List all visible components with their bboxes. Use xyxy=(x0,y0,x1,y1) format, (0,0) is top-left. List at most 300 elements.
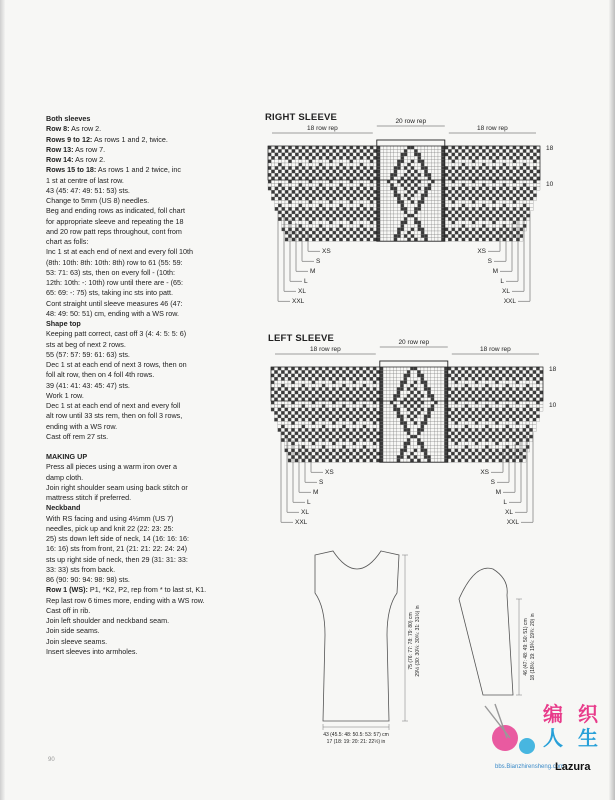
chart-cell xyxy=(421,166,424,169)
chart-cell xyxy=(458,224,461,227)
chart-cell xyxy=(469,211,472,214)
chart-cell xyxy=(438,228,441,231)
chart-cell xyxy=(438,207,441,210)
chart-cell xyxy=(455,156,458,159)
chart-cell xyxy=(451,367,454,370)
chart-cell xyxy=(530,204,533,207)
chart-cell xyxy=(451,374,454,377)
chart-cell xyxy=(492,183,495,186)
chart-cell xyxy=(540,404,543,407)
chart-cell xyxy=(316,197,319,200)
chart-cell xyxy=(502,381,505,384)
chart-cell xyxy=(299,234,302,237)
chart-cell xyxy=(366,428,369,431)
chart-cell xyxy=(380,394,383,397)
chart-cell xyxy=(353,391,356,394)
chart-cell xyxy=(353,228,356,231)
chart-cell xyxy=(312,449,315,452)
chart-cell xyxy=(274,401,277,404)
chart-cell xyxy=(468,445,471,448)
chart-cell xyxy=(370,432,373,435)
chart-cell xyxy=(397,197,400,200)
chart-cell xyxy=(336,234,339,237)
chart-cell xyxy=(380,442,383,445)
instruction-line: Row 8: As row 2. xyxy=(46,124,102,134)
chart-cell xyxy=(516,415,519,418)
chart-cell xyxy=(393,428,396,431)
chart-cell xyxy=(360,187,363,190)
chart-cell xyxy=(513,238,516,241)
chart-cell xyxy=(366,374,369,377)
chart-cell xyxy=(281,394,284,397)
chart-cell xyxy=(417,404,420,407)
chart-cell xyxy=(387,367,390,370)
chart-cell xyxy=(387,377,390,380)
chart-cell xyxy=(407,194,410,197)
chart-cell xyxy=(499,432,502,435)
chart-cell xyxy=(407,177,410,180)
chart-cell xyxy=(448,391,451,394)
chart-cell xyxy=(380,153,383,156)
chart-cell xyxy=(322,452,325,455)
chart-cell xyxy=(390,197,393,200)
chart-cell xyxy=(316,207,319,210)
chart-cell xyxy=(424,197,427,200)
chart-cell xyxy=(367,214,370,217)
chart-cell xyxy=(384,214,387,217)
chart-cell xyxy=(461,391,464,394)
chart-cell xyxy=(342,459,345,462)
chart-cell xyxy=(461,377,464,380)
chart-cell xyxy=(305,401,308,404)
chart-cell xyxy=(363,381,366,384)
chart-cell xyxy=(394,190,397,193)
chart-cell xyxy=(394,204,397,207)
chart-cell xyxy=(282,204,285,207)
chart-cell xyxy=(397,153,400,156)
chart-cell xyxy=(414,163,417,166)
chart-cell xyxy=(435,217,438,220)
chart-cell xyxy=(492,204,495,207)
chart-cell xyxy=(472,204,475,207)
chart-cell xyxy=(376,452,379,455)
chart-cell xyxy=(465,228,468,231)
chart-cell xyxy=(339,398,342,401)
chart-cell xyxy=(441,391,444,394)
chart-cell xyxy=(336,183,339,186)
chart-cell xyxy=(458,387,461,390)
chart-cell xyxy=(499,217,502,220)
chart-cell xyxy=(448,367,451,370)
chart-cell xyxy=(319,234,322,237)
chart-cell xyxy=(461,387,464,390)
chart-cell xyxy=(489,370,492,373)
chart-cell xyxy=(404,149,407,152)
chart-cell xyxy=(319,432,322,435)
chart-cell xyxy=(393,404,396,407)
chart-cell xyxy=(278,190,281,193)
chart-cell xyxy=(506,217,509,220)
chart-cell xyxy=(418,194,421,197)
chart-cell xyxy=(434,374,437,377)
chart-cell xyxy=(349,442,352,445)
instruction-line: Cont straight until sleeve measures 46 (47: xyxy=(46,298,183,308)
chart-cell xyxy=(363,149,366,152)
chart-cell xyxy=(451,459,454,462)
chart-cell xyxy=(325,442,328,445)
chart-cell xyxy=(278,411,281,414)
chart-cell xyxy=(448,381,451,384)
chart-cell xyxy=(322,187,325,190)
chart-cell xyxy=(366,421,369,424)
chart-cell xyxy=(359,449,362,452)
chart-cell xyxy=(451,435,454,438)
chart-cell xyxy=(302,421,305,424)
chart-cell xyxy=(315,384,318,387)
chart-cell xyxy=(482,217,485,220)
chart-cell xyxy=(322,149,325,152)
chart-cell xyxy=(305,228,308,231)
chart-cell xyxy=(540,381,543,384)
chart-cell xyxy=(438,238,441,241)
chart-cell xyxy=(462,180,465,183)
chart-cell xyxy=(285,197,288,200)
chart-cell xyxy=(407,156,410,159)
chart-cell xyxy=(275,190,278,193)
chart-cell xyxy=(380,398,383,401)
chart-cell xyxy=(410,435,413,438)
instruction-line: Row 1 (WS): P1, *K2, P2, rep from * to last st, K1. xyxy=(46,585,207,595)
chart-cell xyxy=(516,418,519,421)
chart-cell xyxy=(411,183,414,186)
chart-cell xyxy=(438,204,441,207)
chart-cell xyxy=(359,408,362,411)
chart-cell xyxy=(332,381,335,384)
chart-cell xyxy=(346,177,349,180)
chart-cell xyxy=(302,374,305,377)
chart-cell xyxy=(523,177,526,180)
chart-cell xyxy=(407,377,410,380)
chart-cell xyxy=(418,197,421,200)
chart-cell xyxy=(363,435,366,438)
chart-cell xyxy=(448,238,451,241)
chart-cell xyxy=(393,384,396,387)
chart-cell xyxy=(376,449,379,452)
chart-cell xyxy=(526,217,529,220)
chart-cell xyxy=(465,425,468,428)
chart-cell xyxy=(295,197,298,200)
chart-cell xyxy=(366,401,369,404)
chart-cell xyxy=(465,224,468,227)
chart-cell xyxy=(288,370,291,373)
body-length-in: 29½ (30: 30¼: 30¾: 31: 31½) in xyxy=(415,605,421,677)
chart-cell xyxy=(424,384,427,387)
chart-cell xyxy=(401,217,404,220)
chart-cell xyxy=(302,445,305,448)
chart-cell xyxy=(288,408,291,411)
chart-cell xyxy=(523,146,526,149)
chart-cell xyxy=(390,200,393,203)
chart-cell xyxy=(428,173,431,176)
chart-cell xyxy=(489,445,492,448)
chart-cell xyxy=(435,190,438,193)
chart-cell xyxy=(285,177,288,180)
chart-cell xyxy=(326,207,329,210)
chart-cell xyxy=(499,418,502,421)
chart-cell xyxy=(506,401,509,404)
chart-cell xyxy=(316,146,319,149)
chart-cell xyxy=(496,187,499,190)
chart-cell xyxy=(298,394,301,397)
chart-cell xyxy=(502,401,505,404)
chart-cell xyxy=(441,370,444,373)
chart-cell xyxy=(305,432,308,435)
chart-cell xyxy=(299,221,302,224)
chart-cell xyxy=(397,391,400,394)
chart-cell xyxy=(421,387,424,390)
chart-cell xyxy=(448,156,451,159)
size-label-right: M xyxy=(492,268,498,276)
right-sleeve-title: RIGHT SLEEVE xyxy=(265,112,338,123)
chart-cell xyxy=(520,217,523,220)
chart-cell xyxy=(350,149,353,152)
chart-cell xyxy=(353,432,356,435)
chart-cell xyxy=(380,408,383,411)
chart-cell xyxy=(533,156,536,159)
chart-cell xyxy=(506,238,509,241)
chart-cell xyxy=(350,153,353,156)
chart-cell xyxy=(428,211,431,214)
chart-cell xyxy=(458,234,461,237)
chart-cell xyxy=(367,217,370,220)
chart-cell xyxy=(288,394,291,397)
chart-cell xyxy=(295,183,298,186)
chart-cell xyxy=(356,381,359,384)
chart-cell xyxy=(478,387,481,390)
chart-cell xyxy=(390,408,393,411)
chart-cell xyxy=(472,438,475,441)
chart-cell xyxy=(411,197,414,200)
chart-cell xyxy=(455,231,458,234)
chart-cell xyxy=(407,231,410,234)
chart-cell xyxy=(499,408,502,411)
chart-cell xyxy=(492,153,495,156)
chart-cell xyxy=(295,228,298,231)
chart-cell xyxy=(346,442,349,445)
chart-cell xyxy=(315,415,318,418)
chart-cell xyxy=(509,398,512,401)
watermark-logo xyxy=(465,698,615,788)
chart-cell xyxy=(291,394,294,397)
chart-cell xyxy=(376,367,379,370)
chart-cell xyxy=(475,398,478,401)
chart-cell xyxy=(435,221,438,224)
chart-cell xyxy=(370,146,373,149)
chart-cell xyxy=(325,408,328,411)
chart-cell xyxy=(411,194,414,197)
chart-cell xyxy=(529,367,532,370)
chart-cell xyxy=(275,183,278,186)
chart-cell xyxy=(332,408,335,411)
chart-cell xyxy=(271,394,274,397)
chart-cell xyxy=(360,146,363,149)
chart-cell xyxy=(373,438,376,441)
chart-cell xyxy=(513,146,516,149)
chart-cell xyxy=(424,455,427,458)
chart-cell xyxy=(523,391,526,394)
chart-cell xyxy=(285,411,288,414)
chart-cell xyxy=(475,432,478,435)
chart-cell xyxy=(495,432,498,435)
chart-cell xyxy=(472,173,475,176)
chart-cell xyxy=(326,217,329,220)
chart-cell xyxy=(407,367,410,370)
chart-cell xyxy=(472,367,475,370)
chart-cell xyxy=(458,377,461,380)
chart-cell xyxy=(305,194,308,197)
chart-cell xyxy=(513,156,516,159)
chart-cell xyxy=(404,183,407,186)
chart-cell xyxy=(482,153,485,156)
chart-cell xyxy=(373,190,376,193)
chart-cell xyxy=(523,163,526,166)
chart-cell xyxy=(401,231,404,234)
chart-cell xyxy=(503,217,506,220)
chart-cell xyxy=(445,177,448,180)
chart-cell xyxy=(444,445,447,448)
chart-cell xyxy=(373,231,376,234)
chart-cell xyxy=(322,224,325,227)
chart-cell xyxy=(469,228,472,231)
chart-cell xyxy=(461,394,464,397)
chart-cell xyxy=(452,183,455,186)
chart-cell xyxy=(339,374,342,377)
chart-cell xyxy=(298,377,301,380)
chart-cell xyxy=(427,367,430,370)
chart-cell xyxy=(407,418,410,421)
chart-cell xyxy=(393,387,396,390)
chart-cell xyxy=(489,153,492,156)
chart-cell xyxy=(373,146,376,149)
chart-cell xyxy=(353,452,356,455)
chart-cell xyxy=(390,449,393,452)
size-label-right: XXL xyxy=(506,519,519,527)
chart-cell xyxy=(486,166,489,169)
chart-cell xyxy=(445,228,448,231)
chart-cell xyxy=(278,421,281,424)
chart-cell xyxy=(288,411,291,414)
chart-cell xyxy=(343,156,346,159)
chart-cell xyxy=(424,394,427,397)
chart-cell xyxy=(363,156,366,159)
chart-cell xyxy=(275,163,278,166)
chart-cell xyxy=(421,224,424,227)
chart-cell xyxy=(533,183,536,186)
chart-cell xyxy=(394,187,397,190)
chart-cell xyxy=(448,149,451,152)
chart-cell xyxy=(305,415,308,418)
chart-cell xyxy=(482,204,485,207)
chart-cell xyxy=(414,207,417,210)
chart-cell xyxy=(520,173,523,176)
chart-cell xyxy=(444,428,447,431)
chart-cell xyxy=(485,374,488,377)
chart-cell xyxy=(380,377,383,380)
chart-cell xyxy=(288,455,291,458)
chart-cell xyxy=(387,459,390,462)
chart-cell xyxy=(332,438,335,441)
chart-cell xyxy=(325,459,328,462)
chart-cell xyxy=(485,455,488,458)
chart-cell xyxy=(285,149,288,152)
chart-cell xyxy=(462,149,465,152)
chart-cell xyxy=(444,381,447,384)
chart-cell xyxy=(441,404,444,407)
chart-cell xyxy=(441,445,444,448)
chart-cell xyxy=(377,153,380,156)
chart-cell xyxy=(295,455,298,458)
chart-cell xyxy=(452,200,455,203)
chart-cell xyxy=(475,421,478,424)
chart-cell xyxy=(468,425,471,428)
chart-cell xyxy=(421,455,424,458)
chart-cell xyxy=(329,231,332,234)
chart-cell xyxy=(469,200,472,203)
chart-cell xyxy=(373,425,376,428)
chart-cell xyxy=(397,377,400,380)
chart-cell xyxy=(356,207,359,210)
chart-cell xyxy=(315,455,318,458)
chart-cell xyxy=(329,391,332,394)
instruction-line: 39 (41: 41: 43: 45: 47) sts. xyxy=(46,380,130,390)
chart-cell xyxy=(292,204,295,207)
chart-cell xyxy=(438,401,441,404)
chart-cell xyxy=(526,190,529,193)
chart-cell xyxy=(513,166,516,169)
chart-cell xyxy=(384,173,387,176)
chart-cell xyxy=(390,211,393,214)
chart-cell xyxy=(509,194,512,197)
chart-cell xyxy=(485,401,488,404)
chart-cell xyxy=(356,391,359,394)
chart-cell xyxy=(455,197,458,200)
chart-cell xyxy=(274,387,277,390)
chart-cell xyxy=(502,418,505,421)
chart-cell xyxy=(268,187,271,190)
chart-cell xyxy=(431,170,434,173)
chart-cell xyxy=(363,401,366,404)
chart-cell xyxy=(414,428,417,431)
chart-cell xyxy=(397,435,400,438)
chart-cell xyxy=(353,177,356,180)
chart-cell xyxy=(383,401,386,404)
chart-cell xyxy=(363,238,366,241)
chart-cell xyxy=(400,425,403,428)
chart-cell xyxy=(418,177,421,180)
chart-cell xyxy=(529,428,532,431)
chart-cell xyxy=(346,217,349,220)
instruction-line: 65: 69: -: 75) sts, taking inc sts into patt. xyxy=(46,288,174,298)
chart-cell xyxy=(353,459,356,462)
chart-cell xyxy=(302,200,305,203)
chart-cell xyxy=(343,231,346,234)
chart-cell xyxy=(299,231,302,234)
chart-cell xyxy=(346,173,349,176)
chart-cell xyxy=(536,374,539,377)
chart-cell xyxy=(380,170,383,173)
chart-cell xyxy=(407,200,410,203)
chart-cell xyxy=(489,170,492,173)
